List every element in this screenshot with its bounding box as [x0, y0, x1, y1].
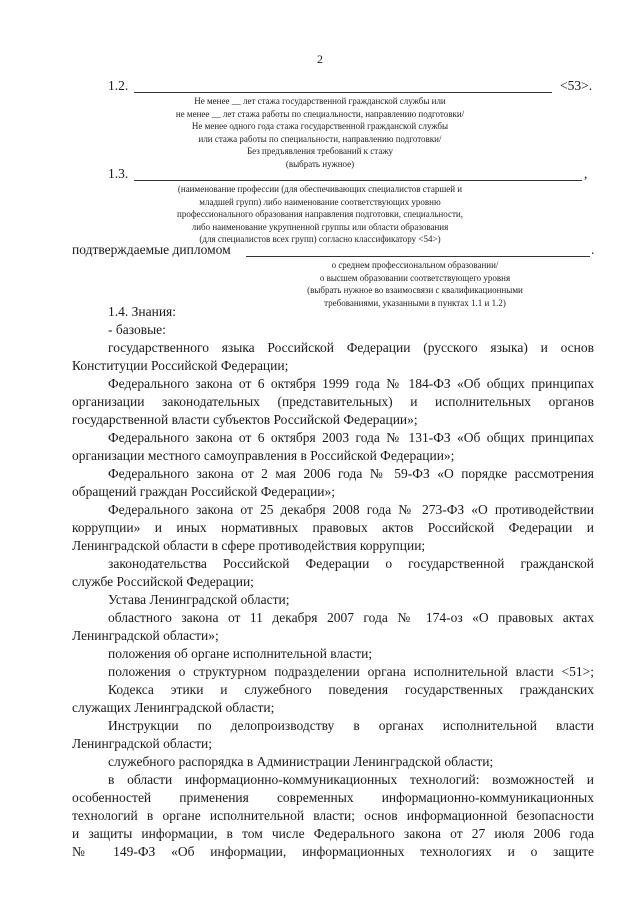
diploma-label: подтверждаемые дипломом [72, 242, 231, 257]
note-line: Без предъявления требований к стажу [246, 146, 394, 156]
body-line: организации законодательных (представительных) и исполнительных органов [72, 394, 594, 409]
diploma-notes [250, 259, 580, 309]
note-line: либо наименование укрупненной группы или области образования [191, 221, 449, 232]
body-line: Ленинградской области в сфере противодействия коррупции; [72, 538, 426, 553]
note-line: Не менее __ лет стажа государственной гражданской службы или [194, 96, 446, 106]
body-line: Кодекса этики и служебного поведения государственных гражданских [108, 682, 594, 697]
note-line: Не менее одного года стажа государственной гражданской службы [191, 121, 449, 131]
item-1-3-notes [0, 183, 640, 246]
body-line: организации местного самоуправления в Российской Федерации»; [72, 448, 455, 463]
body-line: служащих Ленинградской области; [72, 700, 275, 715]
note-line: профессионального образования направления подготовки, специальности, [177, 209, 463, 219]
body-line: областного закона от 11 декабря 2007 года № 174-оз «О правовых актах [108, 610, 594, 625]
diploma-blank-line [246, 256, 590, 257]
body-line: службе Российской Федерации; [72, 574, 254, 589]
item-1-3-tail: , [584, 166, 588, 181]
item-1-2-tail: <53>. [560, 78, 593, 93]
diploma-tail: . [591, 242, 595, 257]
body-line: Ленинградской области»; [72, 628, 219, 643]
body-line: и защиты информации, в том числе Федерального закона от 27 июля 2006 года [72, 826, 594, 841]
body-line: технологий в органе исполнительной власти; основ информационной безопасности [72, 808, 594, 823]
note-line: младшей групп) либо наименование соответствующих уровню [199, 196, 441, 207]
basic-heading: - базовые: [108, 322, 166, 337]
note-line: не менее __ лет стажа работы по специальности, направлению подготовки/ [175, 108, 465, 119]
item-1-2-number: 1.2. [108, 78, 129, 93]
body-line: государственной власти субъектов Российской Федерации»; [72, 412, 418, 427]
body-line: Инструкции по делопроизводству в органах исполнительной власти [108, 718, 594, 733]
item-1-3-blank-line [134, 180, 582, 181]
body-line: Федерального закона от 6 октября 2003 года № 131-ФЗ «Об общих принципах [108, 430, 594, 445]
item-1-2-notes [0, 95, 640, 170]
body-line: Федерального закона от 2 мая 2006 года № 59-ФЗ «О порядке рассмотрения [108, 466, 594, 481]
body-line: законодательства Российской Федерации о государственной гражданской [108, 556, 594, 571]
body-line: положения об органе исполнительной власти; [108, 646, 373, 661]
body-line: Ленинградской области; [72, 736, 212, 751]
note-line: (выбрать нужное во взаимосвязи с квалификационными [307, 285, 523, 295]
body-line: положения о структурном подразделении органа исполнительной власти <51>; [108, 664, 594, 679]
note-line: (для специалистов всех групп) согласно классификатору <54>) [199, 234, 441, 244]
note-line: о высшем образовании соответствующего уровня [319, 272, 511, 283]
body-line: Федерального закона от 6 октября 1999 года № 184-ФЗ «Об общих принципах [108, 376, 594, 391]
note-line: (наименование профессии (для обеспечивающих специалистов старшей и [177, 184, 463, 194]
note-line: (выбрать нужное) [285, 158, 355, 169]
note-line: или стажа работы по специальности, направлению подготовки/ [198, 133, 442, 144]
note-line: о среднем профессиональном образовании/ [331, 260, 499, 270]
body-line: № 149-ФЗ «Об информации, информационных технологиях и о защите [72, 844, 594, 859]
body-line: особенностей применения современных информационно-коммуникационных [72, 790, 594, 805]
body-line: Конституции Российской Федерации; [72, 358, 289, 373]
body-line: Федерального закона от 25 декабря 2008 года № 273-ФЗ «О противодействии [108, 502, 594, 517]
body-line: служебного распорядка в Администрации Ленинградской области; [108, 754, 494, 769]
body-line: Устава Ленинградской области; [108, 592, 290, 607]
body-line: в области информационно-коммуникационных технологий: возможностей и [108, 772, 594, 787]
body-line: государственного языка Российской Федерации (русского языка) и основ [108, 340, 594, 355]
knowledge-heading: 1.4. Знания: [108, 304, 177, 319]
item-1-3-number: 1.3. [108, 166, 129, 181]
page-number: 2 [317, 52, 323, 66]
body-line: обращений граждан Российской Федерации»; [72, 484, 336, 499]
note-line: требованиями, указанными в пунктах 1.1 и 1.2) [324, 297, 506, 308]
body-line: коррупции» и иных нормативных правовых актов Российской Федерации и [72, 520, 594, 535]
item-1-2-blank-line [134, 92, 552, 93]
